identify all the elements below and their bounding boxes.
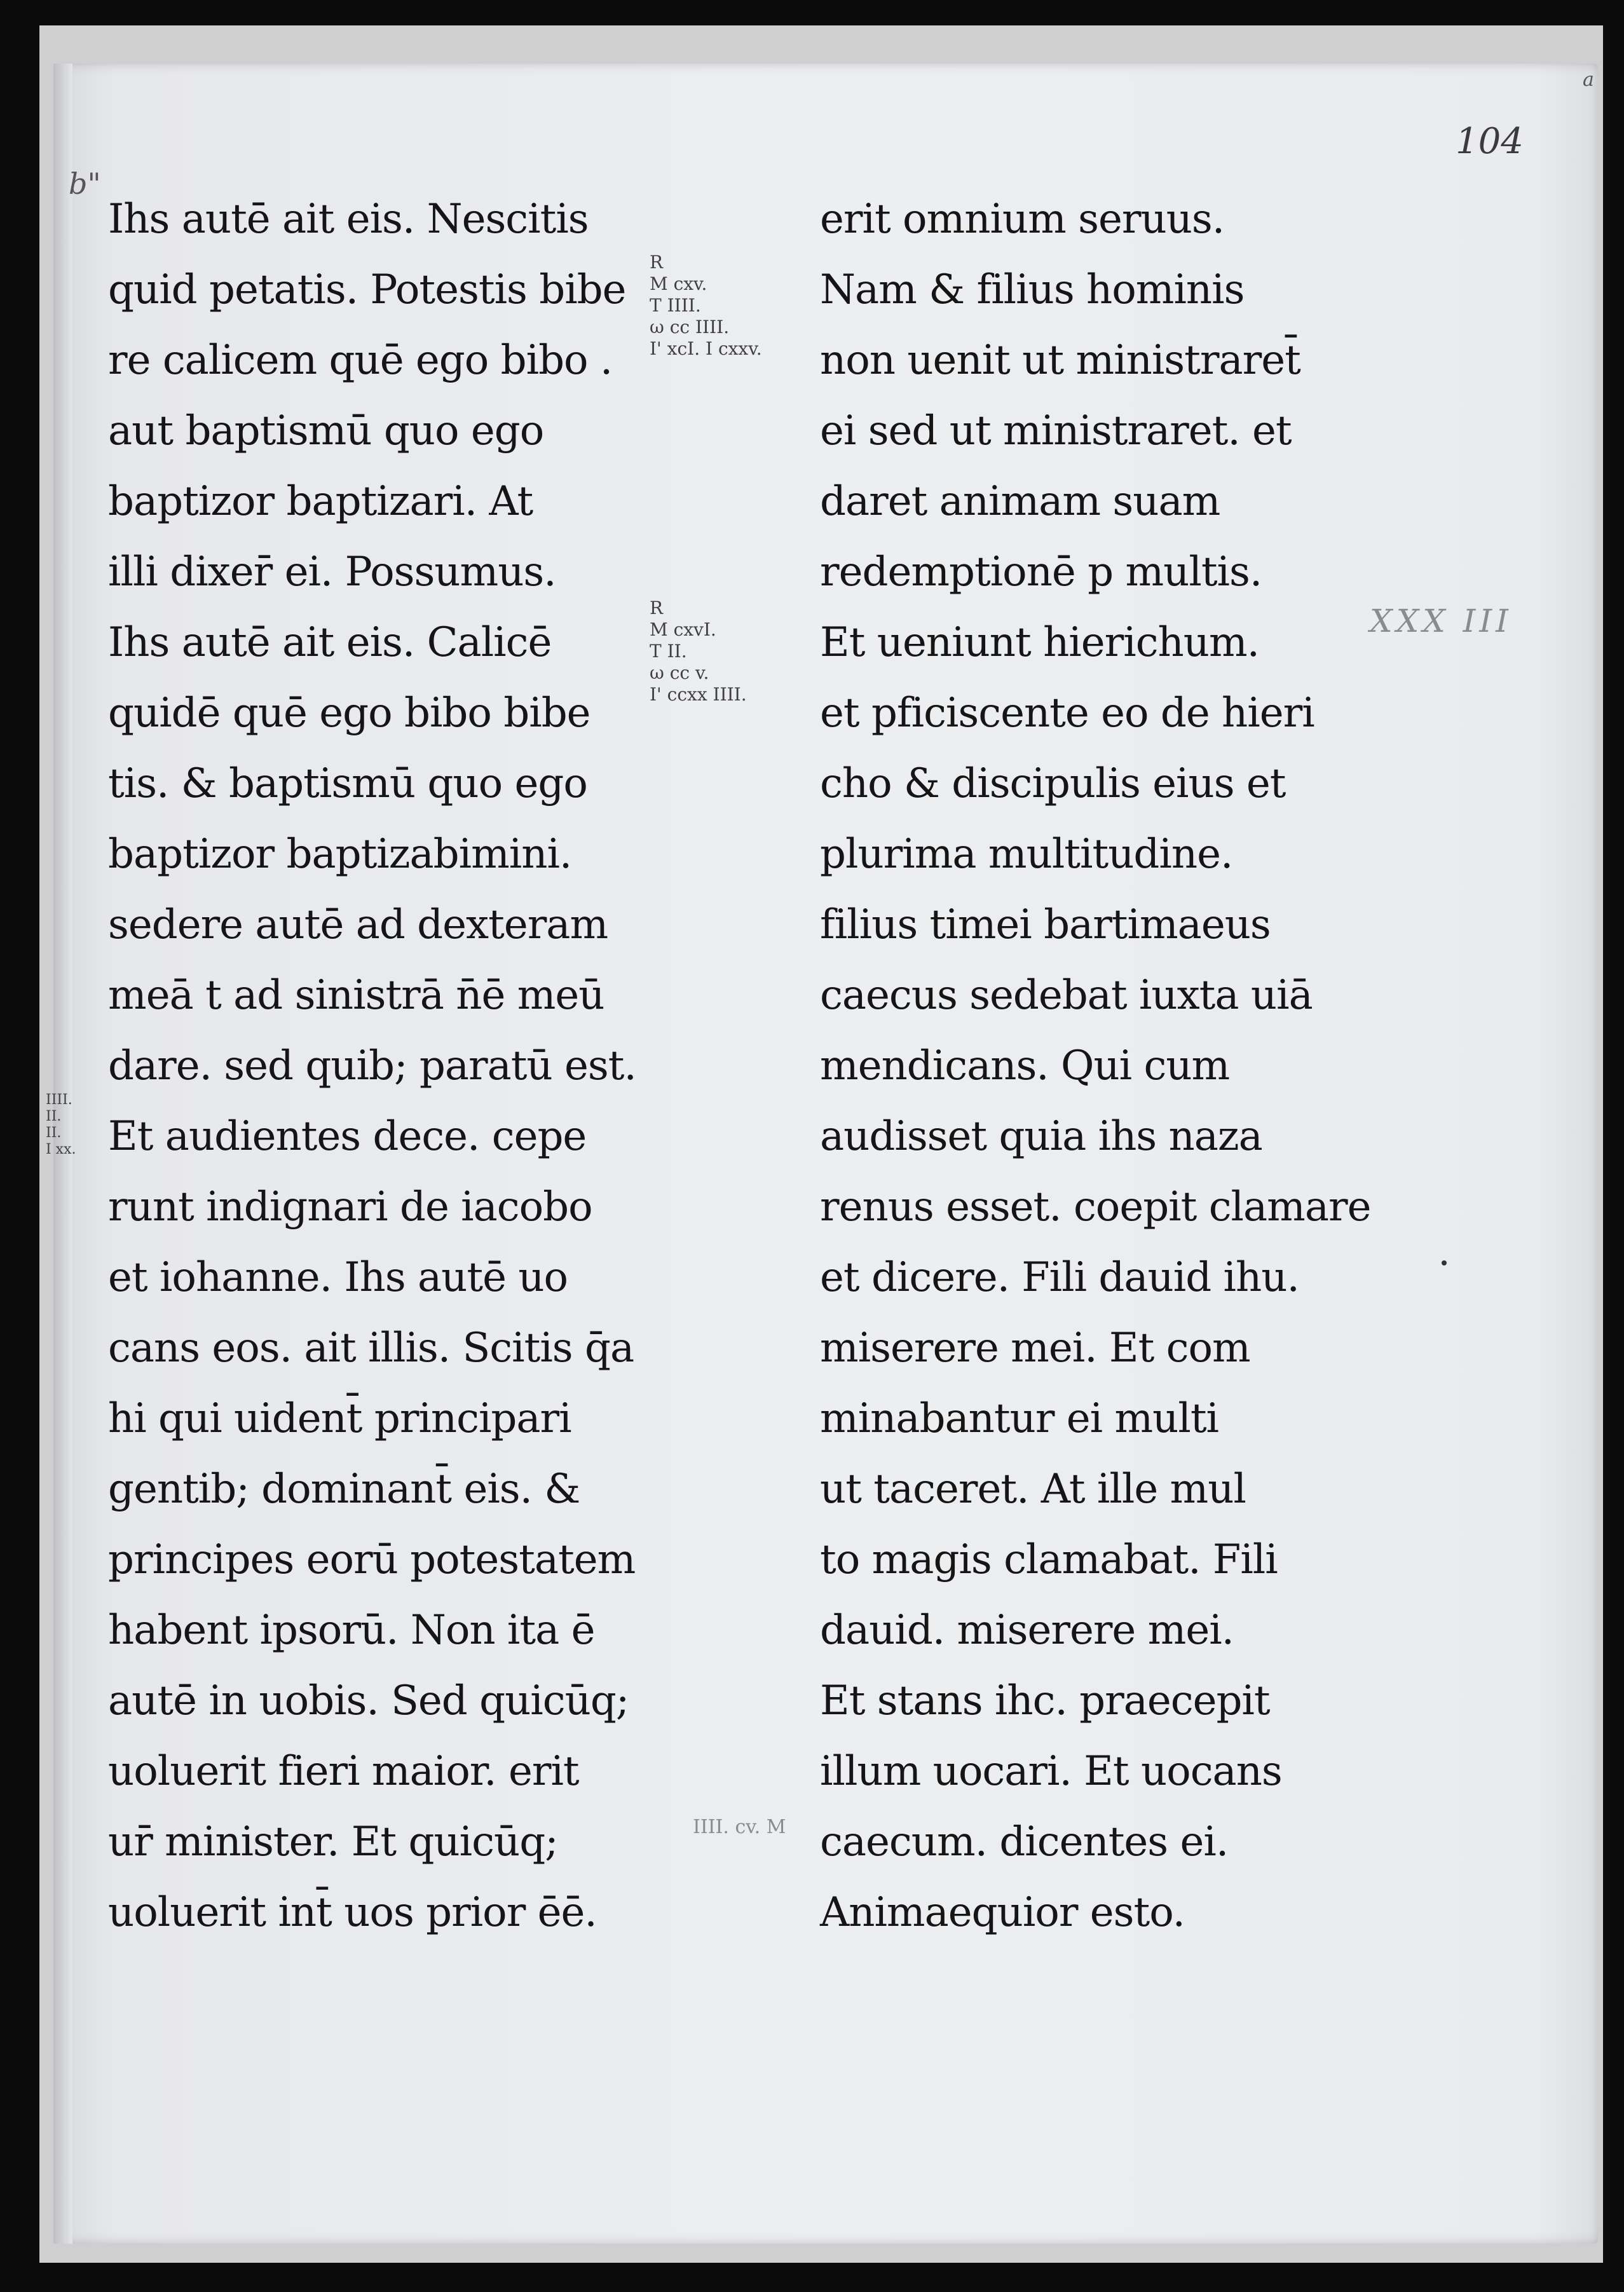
text-line: miserere mei. Et com [820, 1325, 1250, 1372]
right-margin-note: XXX III [1370, 603, 1512, 639]
quire-mark: b" [69, 167, 101, 201]
corner-mark: a [1583, 69, 1594, 91]
text-line: principes eorū potestatem [108, 1536, 636, 1583]
text-line: et pficiscente eo de hieri [820, 690, 1314, 737]
canon-note: IIII. cv. M [693, 1816, 786, 1838]
text-column-left [108, 184, 680, 1948]
text-line: filius timei bartimaeus [820, 901, 1271, 948]
text-line: hi qui uident̄ principari [108, 1395, 571, 1442]
text-line: gentib; dominant̄ eis. & [108, 1466, 580, 1513]
text-line: uoluerit fieri maior. erit [108, 1748, 579, 1795]
text-line: quid petatis. Potestis bibe [108, 266, 626, 313]
text-line: sedere autē ad dexteram [108, 901, 608, 948]
text-line: non uenit ut ministraret̄ [820, 337, 1300, 384]
text-line: baptizor baptizabimini. [108, 831, 572, 878]
canon-note: R M cxv. T IIII. ω cc IIII. I' xcI. I cxxv. [650, 252, 762, 359]
text-line: ei sed ut ministraret. et [820, 407, 1292, 454]
text-line: illi dixer̄ ei. Possumus. [108, 549, 556, 596]
text-line: re calicem quē ego bibo . [108, 337, 613, 384]
text-line: Animaequior esto. [820, 1889, 1185, 1936]
text-line: et dicere. Fili dauid ihu. [820, 1254, 1299, 1301]
text-line: aut baptismū quo ego [108, 407, 544, 454]
text-line: uoluerit int̄ uos prior ēē. [108, 1889, 597, 1936]
text-line: renus esset. coepit clamare [820, 1184, 1371, 1231]
text-line: Ihs autē ait eis. Nescitis [108, 196, 589, 243]
text-line: meā t ad sinistrā n̄ē meū [108, 972, 604, 1019]
text-line: daret animam suam [820, 478, 1220, 525]
text-line: runt indignari de iacobo [108, 1184, 592, 1231]
text-line: caecum. dicentes ei. [820, 1818, 1229, 1866]
text-line: erit omnium seruus. [820, 196, 1225, 243]
text-line: audisset quia ihs naza [820, 1113, 1262, 1160]
text-line: Et stans ihc. praecepit [820, 1677, 1270, 1724]
ink-dot [1442, 1260, 1447, 1265]
canon-note: IIII. II. II. I xx. [46, 1092, 76, 1157]
canon-note: R M cxvI. T II. ω cc v. I' ccxx IIII. [650, 597, 747, 705]
text-line: tis. & baptismū quo ego [108, 760, 587, 807]
text-line: quidē quē ego bibo bibe [108, 690, 590, 737]
text-line: ur̄ minister. Et quicūq; [108, 1818, 558, 1866]
text-line: habent ipsorū. Non ita ē [108, 1607, 595, 1654]
text-line: Nam & filius hominis [820, 266, 1245, 313]
text-column-right [820, 184, 1392, 1948]
text-line: et iohanne. Ihs autē uo [108, 1254, 568, 1301]
text-line: to magis clamabat. Fili [820, 1536, 1278, 1583]
text-line: Et audientes dece. cepe [108, 1113, 587, 1160]
text-line: minabantur ei multi [820, 1395, 1218, 1442]
text-line: autē in uobis. Sed quicūq; [108, 1677, 629, 1724]
text-line: dauid. miserere mei. [820, 1607, 1234, 1654]
text-line: illum uocari. Et uocans [820, 1748, 1282, 1795]
text-line: baptizor baptizari. At [108, 478, 533, 525]
text-line: cans eos. ait illis. Scitis q̄a [108, 1325, 634, 1372]
text-line: redemptionē p multis. [820, 549, 1262, 596]
text-line: Et ueniunt hierichum. [820, 619, 1259, 666]
text-line: cho & discipulis eius et [820, 760, 1286, 807]
text-line: plurima multitudine. [820, 831, 1233, 878]
text-line: mendicans. Qui cum [820, 1042, 1230, 1089]
text-line: ut taceret. At ille mul [820, 1466, 1246, 1513]
folio-number: 104 [1456, 121, 1524, 162]
text-line: Ihs autē ait eis. Calicē [108, 619, 552, 666]
text-line: caecus sedebat iuxta uiā [820, 972, 1313, 1019]
text-line: dare. sed quib; paratū est. [108, 1042, 636, 1089]
